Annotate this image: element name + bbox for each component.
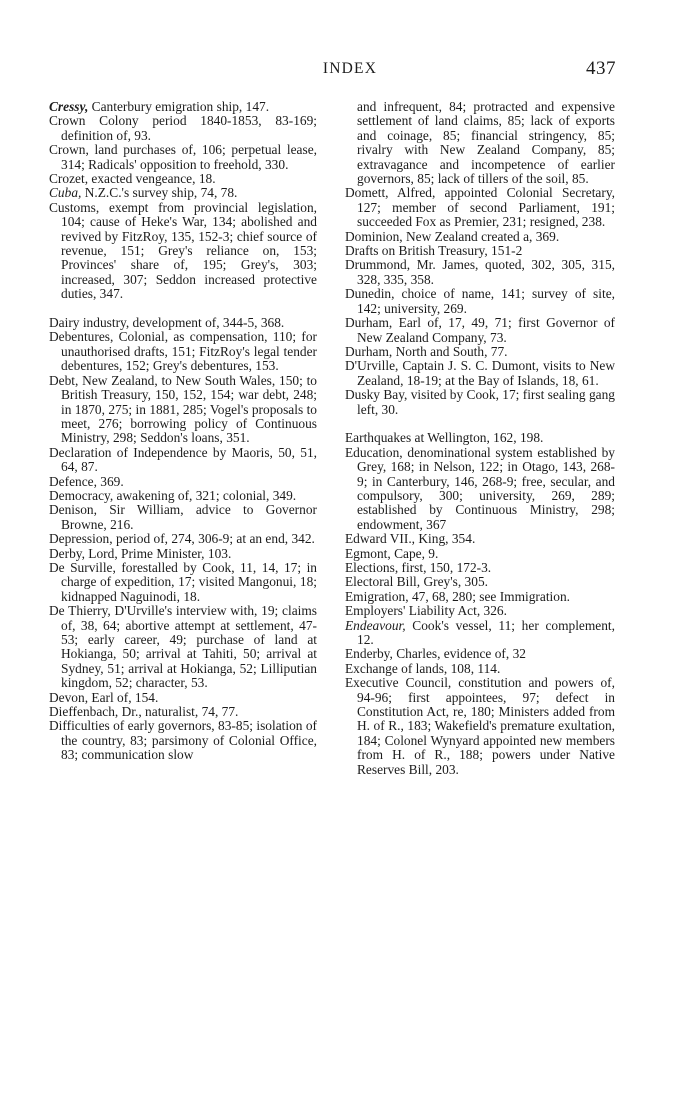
index-entry bbox=[49, 547, 317, 561]
index-entry bbox=[49, 691, 317, 705]
entry-text: Dieffenbach, Dr., naturalist, 74, 77. bbox=[49, 704, 239, 720]
index-entry bbox=[345, 619, 615, 648]
index-entry bbox=[345, 647, 615, 661]
index-entry bbox=[49, 446, 317, 475]
entry-text: Electoral Bill, Grey's, 305. bbox=[345, 574, 488, 590]
entry-text: Exchange of lands, 108, 114. bbox=[345, 660, 501, 676]
index-entry bbox=[49, 186, 317, 200]
index-entry-continued bbox=[345, 100, 615, 186]
index-entry bbox=[345, 532, 615, 546]
entry-text: Dusky Bay, visited by Cook, 17; first sealing gang left, 30. bbox=[345, 387, 615, 417]
entry-text: Drafts on British Treasury, 151-2 bbox=[345, 243, 523, 259]
entry-text: De Thierry, D'Urville's interview with, 19; claims of, 38, 64; abortive attempt at settlement, 47-53; early career, 49; purchase of land at Hokianga, 50; arrival at Tahiti, 50; arrival at Sydney, 51; arrival at Hokianga, 52; Lilliputian kingdom, 52; character, 53. bbox=[49, 603, 317, 691]
letter-group-gap bbox=[49, 302, 317, 316]
index-entry bbox=[49, 604, 317, 690]
index-entry bbox=[345, 431, 615, 445]
index-entry bbox=[345, 676, 615, 777]
entry-text: Dunedin, choice of name, 141; survey of site, 142; university, 269. bbox=[345, 286, 615, 316]
index-entry bbox=[345, 345, 615, 359]
index-entry bbox=[345, 590, 615, 604]
index-entry bbox=[345, 186, 615, 229]
entry-text: Drummond, Mr. James, quoted, 302, 305, 315, 328, 335, 358. bbox=[345, 257, 615, 287]
entry-text: Declaration of Independence by Maoris, 50, 51, 64, 87. bbox=[49, 444, 317, 475]
entry-text: Difficulties of early governors, 83-85; isolation of the country, 83; parsimony of Colonial Office, 83; communication slow bbox=[49, 718, 317, 763]
entry-text: Customs, exempt from provincial legislation, 104; cause of Heke's War, 134; abolished and revived by FitzRoy, 135, 152-3; chief source of revenue, 151; Grey's reliance on, 153; Provinces' share of, 195; Grey's, 303; increased, 307; Seddon increased protective duties, 347. bbox=[49, 199, 317, 302]
entry-text: Executive Council, constitution and powers of, 94-96; first appointees, 97; defect in Constitution Act, re, 180; Ministers added from H. of R., 183; Wakefield's premature exultation, 184; Colonel Wynyard appointed new members from H. of R., 188; powers under Native Reserves Bill, 203. bbox=[345, 675, 615, 777]
entry-text: Dominion, New Zealand created a, 369. bbox=[345, 228, 560, 244]
entry-text: Crozet, exacted vengeance, 18. bbox=[49, 171, 216, 187]
index-entry bbox=[49, 114, 317, 143]
entry-text: Domett, Alfred, appointed Colonial Secretary, 127; member of second Parliament, 191; succeeded Fox as Premier, 231; resigned, 238. bbox=[345, 185, 615, 230]
entry-headword: Cressy, bbox=[49, 99, 89, 114]
entry-text: Edward VII., King, 354. bbox=[345, 531, 476, 547]
index-entry bbox=[345, 575, 615, 589]
entry-text: Derby, Lord, Prime Minister, 103. bbox=[49, 545, 232, 561]
entry-text: Debt, New Zealand, to New South Wales, 150; to British Treasury, 150, 152, 154; war debt, 248; in 1870, 275; in 1881, 285; Vogel's proposals to meet, 276; borrowing policy of Continuous Ministry, 298; Seddon's loans, 351. bbox=[49, 372, 317, 446]
index-entry bbox=[345, 388, 615, 417]
entry-text: Defence, 369. bbox=[49, 473, 124, 489]
index-entry bbox=[345, 244, 615, 258]
entry-text: N.Z.C.'s survey ship, 74, 78. bbox=[81, 185, 238, 201]
letter-group-gap bbox=[345, 417, 615, 431]
index-entry bbox=[345, 359, 615, 388]
index-entry bbox=[345, 230, 615, 244]
entry-text: De Surville, forestalled by Cook, 11, 14, 17; in charge of expedition, 17; visited Mangonui, 18; kidnapped Naguinodi, 18. bbox=[49, 559, 317, 604]
index-entry bbox=[345, 662, 615, 676]
index-entry bbox=[49, 172, 317, 186]
index-entry bbox=[345, 446, 615, 532]
entry-text: Canterbury emigration ship, 147. bbox=[88, 99, 270, 114]
entry-text: Enderby, Charles, evidence of, 32 bbox=[345, 646, 526, 662]
index-entry bbox=[49, 374, 317, 446]
index-entry bbox=[49, 316, 317, 330]
entry-text: Devon, Earl of, 154. bbox=[49, 689, 159, 705]
entry-text: Denison, Sir William, advice to Governor Browne, 216. bbox=[49, 502, 317, 532]
entry-text: Crown, land purchases of, 106; perpetual lease, 314; Radicals' opposition to freehold, 330. bbox=[49, 142, 317, 172]
entry-text: Durham, Earl of, 17, 49, 71; first Governor of New Zealand Company, 73. bbox=[345, 315, 615, 345]
entry-text: Cook's vessel, 11; her complement, 12. bbox=[357, 617, 615, 648]
index-column-left bbox=[49, 100, 317, 763]
entry-headword: Cuba, bbox=[49, 185, 82, 201]
index-entry bbox=[345, 547, 615, 561]
index-entry bbox=[49, 705, 317, 719]
page-title: INDEX bbox=[322, 60, 378, 77]
index-entry bbox=[49, 201, 317, 302]
index-entry bbox=[49, 561, 317, 604]
entry-text: Elections, first, 150, 172-3. bbox=[345, 559, 492, 575]
index-entry bbox=[49, 475, 317, 489]
index-entry bbox=[49, 503, 317, 532]
entry-text: Dairy industry, development of, 344-5, 368. bbox=[49, 315, 285, 331]
index-entry bbox=[49, 532, 317, 546]
index-entry bbox=[345, 561, 615, 575]
entry-text: Debentures, Colonial, as compensation, 110; for unauthorised drafts, 151; FitzRoy's legal tender debentures, 152; Grey's debentures, 153. bbox=[49, 329, 317, 374]
running-head bbox=[0, 58, 700, 82]
index-entry bbox=[49, 100, 317, 114]
index-entry bbox=[49, 143, 317, 172]
entry-text: Earthquakes at Wellington, 162, 198. bbox=[345, 430, 544, 446]
index-column-right bbox=[345, 100, 615, 777]
entry-text: Democracy, awakening of, 321; colonial, 349. bbox=[49, 487, 297, 503]
entry-text: Emigration, 47, 68, 280; see Immigration. bbox=[345, 588, 570, 604]
index-entry bbox=[345, 316, 615, 345]
index-entry bbox=[49, 489, 317, 503]
entry-text: Egmont, Cape, 9. bbox=[345, 545, 439, 561]
page-number: 437 bbox=[586, 58, 616, 79]
index-entry bbox=[345, 258, 615, 287]
entry-text: Education, denominational system established by Grey, 168; in Nelson, 122; in Otago, 143, 268-9; in Canterbury, 146, 268-9; free, secular, and compulsory, 300; university, 269, 289; established by Continuous Ministry, 298; endowment, 367 bbox=[345, 444, 615, 532]
entry-text: Depression, period of, 274, 306-9; at an end, 342. bbox=[49, 531, 315, 547]
index-entry bbox=[345, 287, 615, 316]
entry-headword: Endeavour, bbox=[345, 617, 406, 633]
entry-text: Crown Colony period 1840-1853, 83-169; definition of, 93. bbox=[49, 113, 317, 143]
index-entry bbox=[49, 330, 317, 373]
entry-text: D'Urville, Captain J. S. C. Dumont, visits to New Zealand, 18-19; at the Bay of Islands, 18, 61. bbox=[345, 358, 615, 388]
index-entry bbox=[345, 604, 615, 618]
entry-text: Employers' Liability Act, 326. bbox=[345, 603, 507, 619]
entry-text: Durham, North and South, 77. bbox=[345, 343, 508, 359]
index-entry bbox=[49, 719, 317, 762]
entry-text: and infrequent, 84; protracted and expensive settlement of land claims, 85; lack of exports and coinage, 85; financial stringency, 85; rivalry with New Zealand Company, 85; extravagance and incompetence of earlier governors, 85; lack of tillers of the soil, 85. bbox=[357, 99, 615, 187]
